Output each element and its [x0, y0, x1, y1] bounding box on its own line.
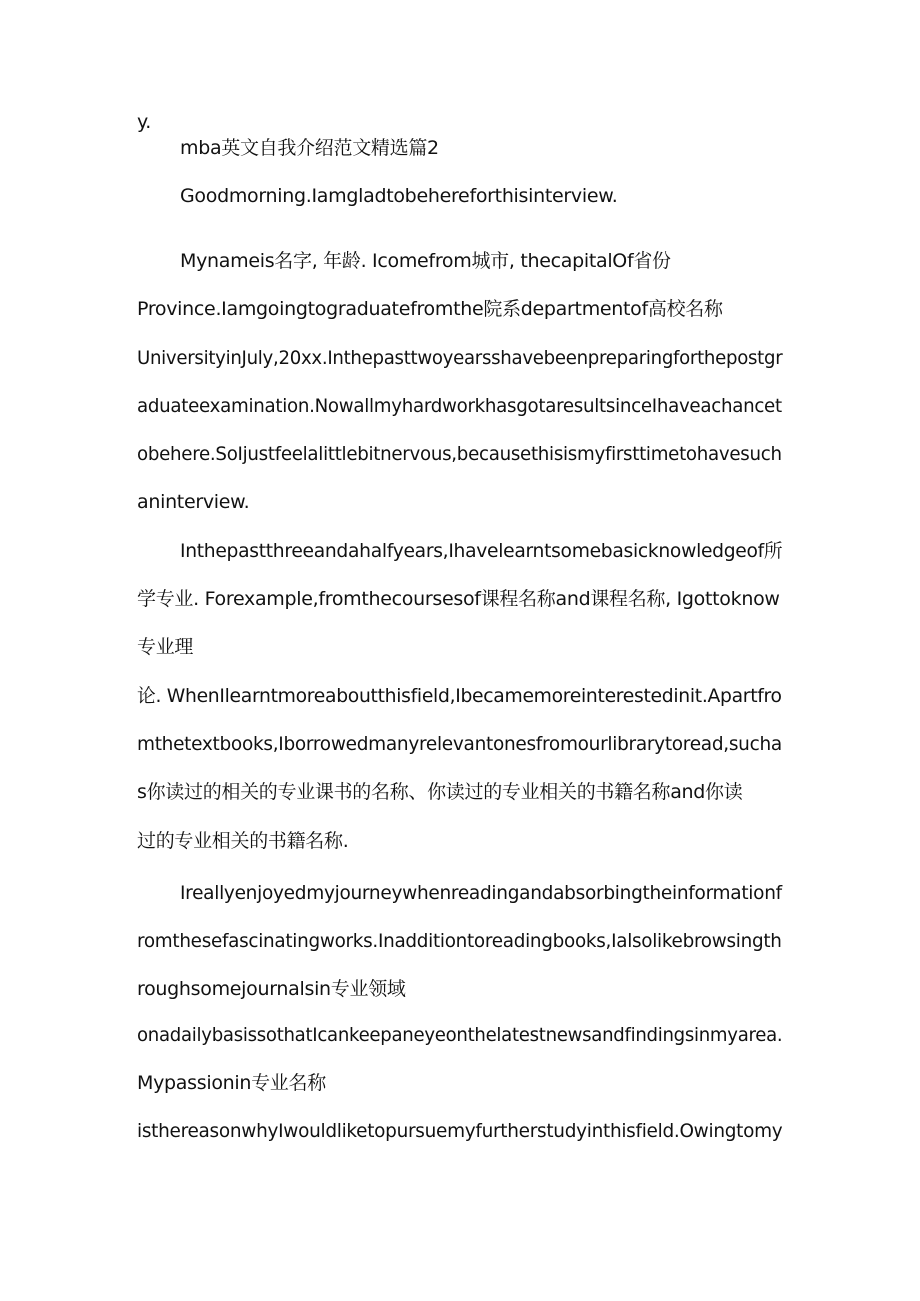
text-line-4: Mynameis名字, 年龄. Icomefrom城市, thecapitalOf省份 [180, 250, 671, 272]
text-line-18: romthesefascinatingworks.Inadditiontoreadingbooks,Ialsolikebrowsingth [137, 930, 782, 952]
text-line-17: Ireallyenjoyedmyjourneywhenreadingandabsorbingtheinformationf [180, 882, 782, 904]
text-line-7: aduateexamination.NowallmyhardworkhasgotaresultsinceIhaveachancet [137, 395, 782, 417]
text-line-11: 学专业. Forexample,fromthecoursesof课程名称and课程名称, Igottoknow [137, 588, 780, 610]
text-line-3: Goodmorning.Iamgladtobehereforthisinterview. [180, 185, 618, 207]
text-line-15: s你读过的相关的专业课书的名称、你读过的专业相关的书籍名称and你读 [137, 781, 743, 803]
text-line-5: Province.Iamgoingtograduatefromthe院系departmentof高校名称 [137, 298, 723, 320]
text-line-9: aninterview. [137, 491, 250, 513]
text-line-14: mthetextbooks,Iborrowedmanyrelevantonesfromourlibrarytoread,sucha [137, 733, 782, 755]
text-line-8: obehere.SoIjustfeelalittlebitnervous,becausethisismyfirsttimetohavesuch [137, 443, 782, 465]
text-line-6: UniversityinJuly,20xx.Inthepasttwoyearsshavebeenpreparingforthepostgr [137, 347, 783, 369]
text-line-21: Mypassionin专业名称 [137, 1072, 326, 1094]
text-line-10: Inthepastthreeandahalfyears,Ihavelearntsomebasicknowledgeof所 [180, 540, 783, 562]
text-line-1: y. [137, 111, 151, 133]
text-line-20: onadailybasissothatIcankeepaneyeonthelatestnewsandfindingsinmyarea. [137, 1024, 783, 1046]
text-line-13: 论. WhenIlearntmoreaboutthisfield,Ibecamemoreinterestedinit.Apartfro [137, 685, 782, 707]
text-line-22: isthereasonwhyIwouldliketopursuemyfurtherstudyinthisfield.Owingtomy [137, 1120, 783, 1142]
text-line-12: 专业理 [137, 636, 194, 658]
section-heading: mba英文自我介绍范文精选篇2 [180, 137, 439, 159]
text-line-19: roughsomejournalsin专业领域 [137, 978, 406, 1000]
text-line-16: 过的专业相关的书籍名称. [137, 830, 349, 852]
